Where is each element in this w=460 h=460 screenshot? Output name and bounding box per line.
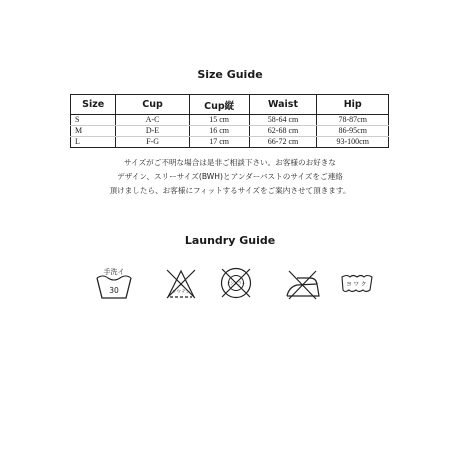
cell-waist: 66-72 cm	[249, 137, 317, 148]
dry-clean-label: ヨワク	[346, 282, 368, 288]
cell-cup-height: 17 cm	[189, 137, 249, 148]
cell-cup: D-E	[116, 126, 189, 137]
cell-waist: 62-68 cm	[249, 126, 317, 137]
cell-cup-height: 16 cm	[189, 126, 249, 137]
size-consultation-notice	[0, 156, 460, 198]
hand-wash-label: 手洗イ	[103, 268, 125, 276]
cell-hip: 93-100cm	[317, 137, 389, 148]
cell-size: L	[71, 137, 116, 148]
laundry-guide-title: Laundry Guide	[184, 234, 276, 247]
cell-cup: A-C	[116, 115, 189, 126]
hand-wash-icon	[94, 266, 134, 300]
cell-cup: F-G	[116, 137, 189, 148]
column-header-cup: Cup	[116, 95, 189, 115]
bleach-label-bottom: ソウテン	[171, 290, 191, 295]
notice-line: サイズがご不明な場合は是非ご相談下さい。お客様のお好きな	[123, 158, 336, 167]
bleach-label-top: エ	[178, 283, 184, 288]
cell-size: S	[71, 115, 116, 126]
cell-size: M	[71, 126, 116, 137]
size-table	[70, 94, 389, 148]
column-header-size: Size	[71, 95, 116, 115]
no-iron-icon	[283, 266, 323, 300]
notice-line: 頂けましたら、お客様にフィットするサイズをご案内させて頂きます。	[109, 186, 351, 195]
table-row	[71, 137, 389, 148]
cell-hip: 86-95cm	[317, 126, 389, 137]
notice-line: デザイン、スリーサイズ(BWH)とアンダーバストのサイズをご連絡	[117, 172, 343, 181]
no-tumble-dry-icon	[216, 266, 256, 300]
cell-cup-height: 15 cm	[189, 115, 249, 126]
gentle-dry-clean-icon	[337, 266, 377, 300]
table-row	[71, 115, 389, 126]
table-row	[71, 126, 389, 137]
no-bleach-icon	[161, 266, 201, 300]
column-header-hip: Hip	[317, 95, 389, 115]
size-table-header-row	[71, 95, 389, 115]
cell-waist: 58-64 cm	[249, 115, 317, 126]
column-header-waist: Waist	[249, 95, 317, 115]
wash-temperature: 30	[109, 286, 119, 295]
size-guide-title: Size Guide	[197, 68, 263, 81]
cell-hip: 78-87cm	[317, 115, 389, 126]
tumble-dry-label: タンブラー	[226, 280, 246, 286]
column-header-cup-height: Cup縦	[189, 95, 249, 115]
